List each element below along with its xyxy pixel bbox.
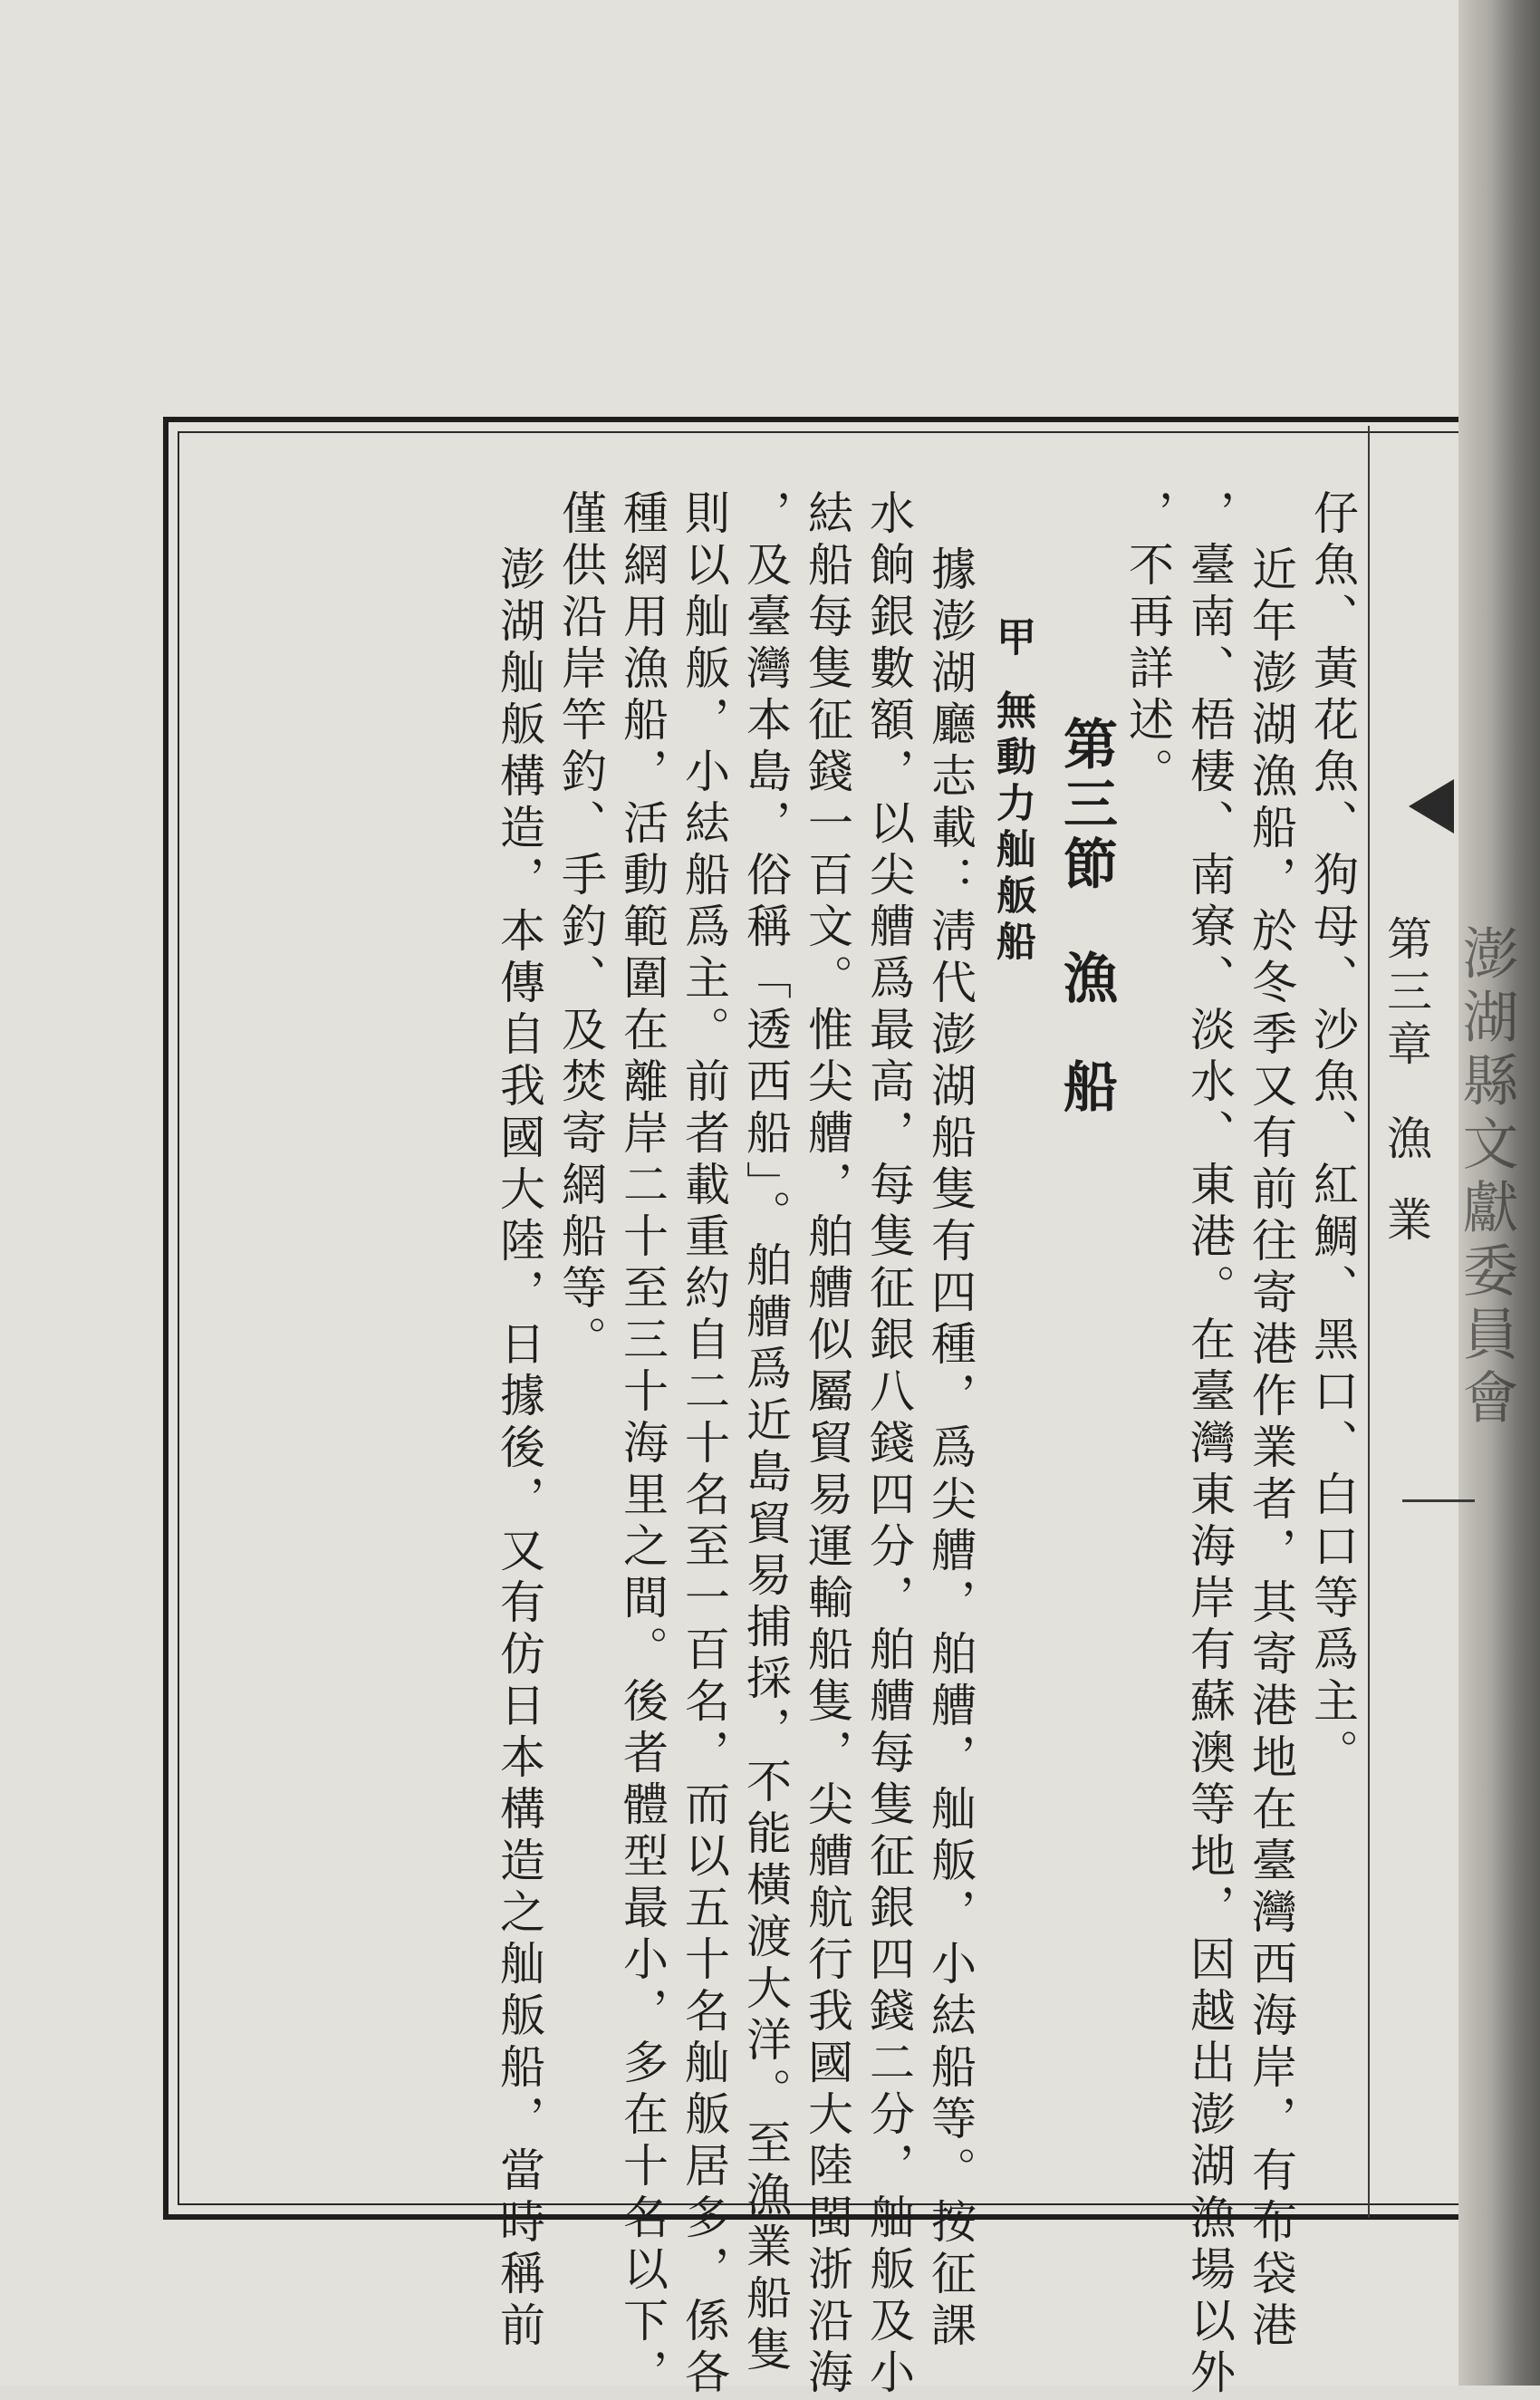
running-head-title: 漁業 — [1380, 1114, 1432, 1277]
edge-stamp — [1487, 924, 1531, 1431]
text-column: 澎湖舢舨構造，本傳自我國大陸，日據後，又有仿日本構造之舢舨船，當時稱前 — [493, 545, 545, 2353]
section-heading — [1047, 489, 1118, 2174]
running-head-chapter: 第三章 — [1380, 915, 1432, 1073]
text-column: 僅供沿岸竿釣、手釣、及焚寄網船等。 — [554, 489, 607, 1367]
section-number: 第三節 — [1054, 716, 1118, 895]
text-column: 據澎湖廳志載：淸代澎湖船隻有四種，爲尖艚，舶艚，舢舨，小紶船等。按征課 — [924, 545, 977, 2353]
text-column: 種網用漁船，活動範圍在離岸二十至三十海里之間。後者體型最小，多在十名以下， — [616, 489, 669, 2400]
text-column: ，不再詳述。 — [1121, 489, 1174, 799]
text-column: ，臺南、梧棲、南寮、淡水、東港。在臺灣東海岸有蘇澳等地，因越出澎湖漁場以外 — [1183, 489, 1236, 2400]
subsection-label: 甲 — [989, 616, 1035, 662]
text-column: 仔魚、黃花魚、狗母、沙魚、紅鯛、黑口、白口等爲主。 — [1306, 489, 1359, 1780]
text-column: 紶船每隻征錢一百文。惟尖艚，舶艚似屬貿易運輸船隻，尖艚航行我國大陸閩浙沿海 — [801, 489, 853, 2400]
text-column: ，及臺灣本島，俗稱「透西船」。舶艚爲近島貿易捕採，不能橫渡大洋。至漁業船隻 — [739, 489, 792, 2377]
chapter-marker-icon — [1409, 779, 1454, 834]
margin-rule — [1402, 1499, 1475, 1502]
body-text — [190, 489, 1359, 2400]
running-head — [1375, 915, 1439, 1422]
subsection-heading — [986, 489, 1038, 2174]
subsection-title: 無動力舢舨船 — [989, 689, 1035, 967]
header-divider — [1368, 426, 1370, 2218]
section-title: 漁船 — [1054, 949, 1118, 1167]
text-column: 水餉銀數額，以尖艚爲最高，每隻征銀八錢四分，舶艚每隻征銀四錢二分，舢舨及小 — [862, 489, 915, 2400]
text-column: 則以舢舨，小紶船爲主。前者載重約自二十名至一百名，而以五十名舢舨居多，係各 — [678, 489, 730, 2400]
text-column: 近年澎湖漁船，於冬季又有前往寄港作業者，其寄港地在臺灣西海岸，有布袋港 — [1245, 545, 1297, 2353]
